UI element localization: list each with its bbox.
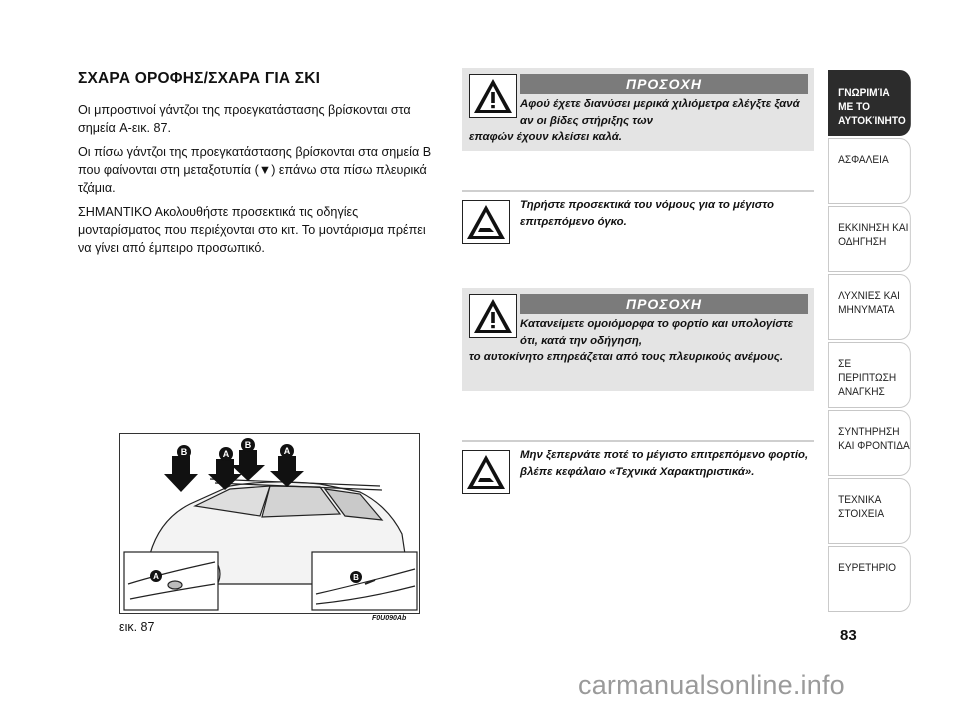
warning-triangle-icon	[469, 294, 517, 338]
note-text: Μην ξεπερνάτε ποτέ το μέγιστο επιτρεπόμενο φορτίο, βλέπε κεφάλαιο «Τεχνικά Χαρακτηριστικά».	[520, 449, 809, 478]
tab-label: ΕΥΡΕΤΗΡΙΟ	[838, 562, 897, 574]
inset-left	[124, 552, 218, 610]
warning-text: Κατανείμετε ομοιόμορφα το φορτίο και υπολογίστε ότι, κατά την οδήγηση,	[520, 318, 794, 347]
tab-maintenance[interactable]	[828, 410, 911, 476]
tab-label: ΣΥΝΤΗΡΗΣΗ ΚΑΙ ΦΡΟΝΤΙΔΑ	[838, 426, 910, 452]
figure-code: F0U090Ab	[372, 615, 407, 622]
watermark: carmanualsonline.info	[578, 670, 845, 700]
tab-label: ΤΕΧΝΙΚΑ ΣΤΟΙΧΕΙΑ	[838, 494, 885, 520]
label-b-1: B	[180, 447, 188, 457]
label-b-2: B	[244, 440, 252, 450]
tab-emergency[interactable]	[828, 342, 911, 408]
inset-label-a: A	[153, 572, 159, 581]
tab-getting-to-know[interactable]	[828, 70, 911, 136]
inset-label-b: B	[353, 573, 359, 582]
warning-text-cont: το αυτοκίνητο επηρεάζεται από τους πλευρικούς ανέμους.	[469, 351, 784, 363]
warning-text-cont: επαφών έχουν κλείσει καλά.	[469, 131, 622, 143]
figure-87	[119, 433, 420, 614]
paragraph-front-hooks: Οι μπροστινοί γάντζοι της προεγκατάστασης βρίσκονται στα σημεία A-εικ. 87.	[78, 103, 411, 135]
tab-label: ΛΥΧΝΙΕΣ ΚΑΙ ΜΗΝΥΜΑΤΑ	[838, 290, 900, 316]
warning-box-1	[462, 68, 814, 151]
page-number: 83	[840, 627, 857, 644]
note-box-2	[462, 440, 814, 506]
inset-right	[312, 552, 417, 610]
tab-label: ΓΝΩΡΙΜΊΑ ΜΕ ΤΟ ΑΥΤΟΚΊΝΗΤΟ	[838, 87, 906, 127]
label-a-1: A	[222, 449, 230, 459]
tab-index[interactable]	[828, 546, 911, 612]
tab-safety[interactable]	[828, 138, 911, 204]
tab-lights-messages[interactable]	[828, 274, 911, 340]
warning-header: ΠΡΟΣΟΧΗ	[520, 294, 808, 314]
tab-starting-driving[interactable]	[828, 206, 911, 272]
tab-technical-data[interactable]	[828, 478, 911, 544]
tab-label: ΕΚΚΙΝΗΣΗ ΚΑΙ ΟΔΗΓΗΣΗ	[838, 222, 909, 248]
section-title: ΣΧΑΡΑ ΟΡΟΦΗΣ/ΣΧΑΡΑ ΓΙΑ ΣΚΙ	[78, 70, 321, 87]
warning-triangle-icon	[469, 74, 517, 118]
figure-labels	[177, 438, 294, 461]
warning-header: ΠΡΟΣΟΧΗ	[520, 74, 808, 94]
paragraph-rear-hooks: Οι πίσω γάντζοι της προεγκατάστασης βρίσκονται στα σημεία B που φαίνονται στη μεταξοτυπία (▼) επάνω στα πίσω πλευρικά τζάμια.	[78, 145, 432, 195]
figure-caption: εικ. 87	[119, 620, 155, 634]
note-box-1	[462, 190, 814, 246]
warning-text: Αφού έχετε διανύσει μερικά χιλιόμετρα ελέγξτε ξανά αν οι βίδες στήριξης των	[520, 98, 800, 127]
paragraph-important: ΣΗΜΑΝΤΙΚΟ Ακολουθήστε προσεκτικά τις οδηγίες μονταρίσματος που περιέχονται στο κιτ. Το μοντάρισμα πρέπει να γίνει από έμπειρο προσωπικό.	[78, 205, 426, 255]
warning-box-2	[462, 288, 814, 391]
label-a-2: A	[283, 446, 291, 456]
tab-label: ΑΣΦΑΛΕΙΑ	[838, 154, 889, 166]
road-sign-car-icon	[462, 200, 510, 244]
tab-label: ΣΕ ΠΕΡΙΠΤΩΣΗ ΑΝΑΓΚΗΣ	[838, 358, 897, 398]
road-sign-car-icon	[462, 450, 510, 494]
note-text: Τηρήστε προσεκτικά του νόμους για το μέγιστο επιτρεπόμενο όγκο.	[520, 199, 774, 228]
